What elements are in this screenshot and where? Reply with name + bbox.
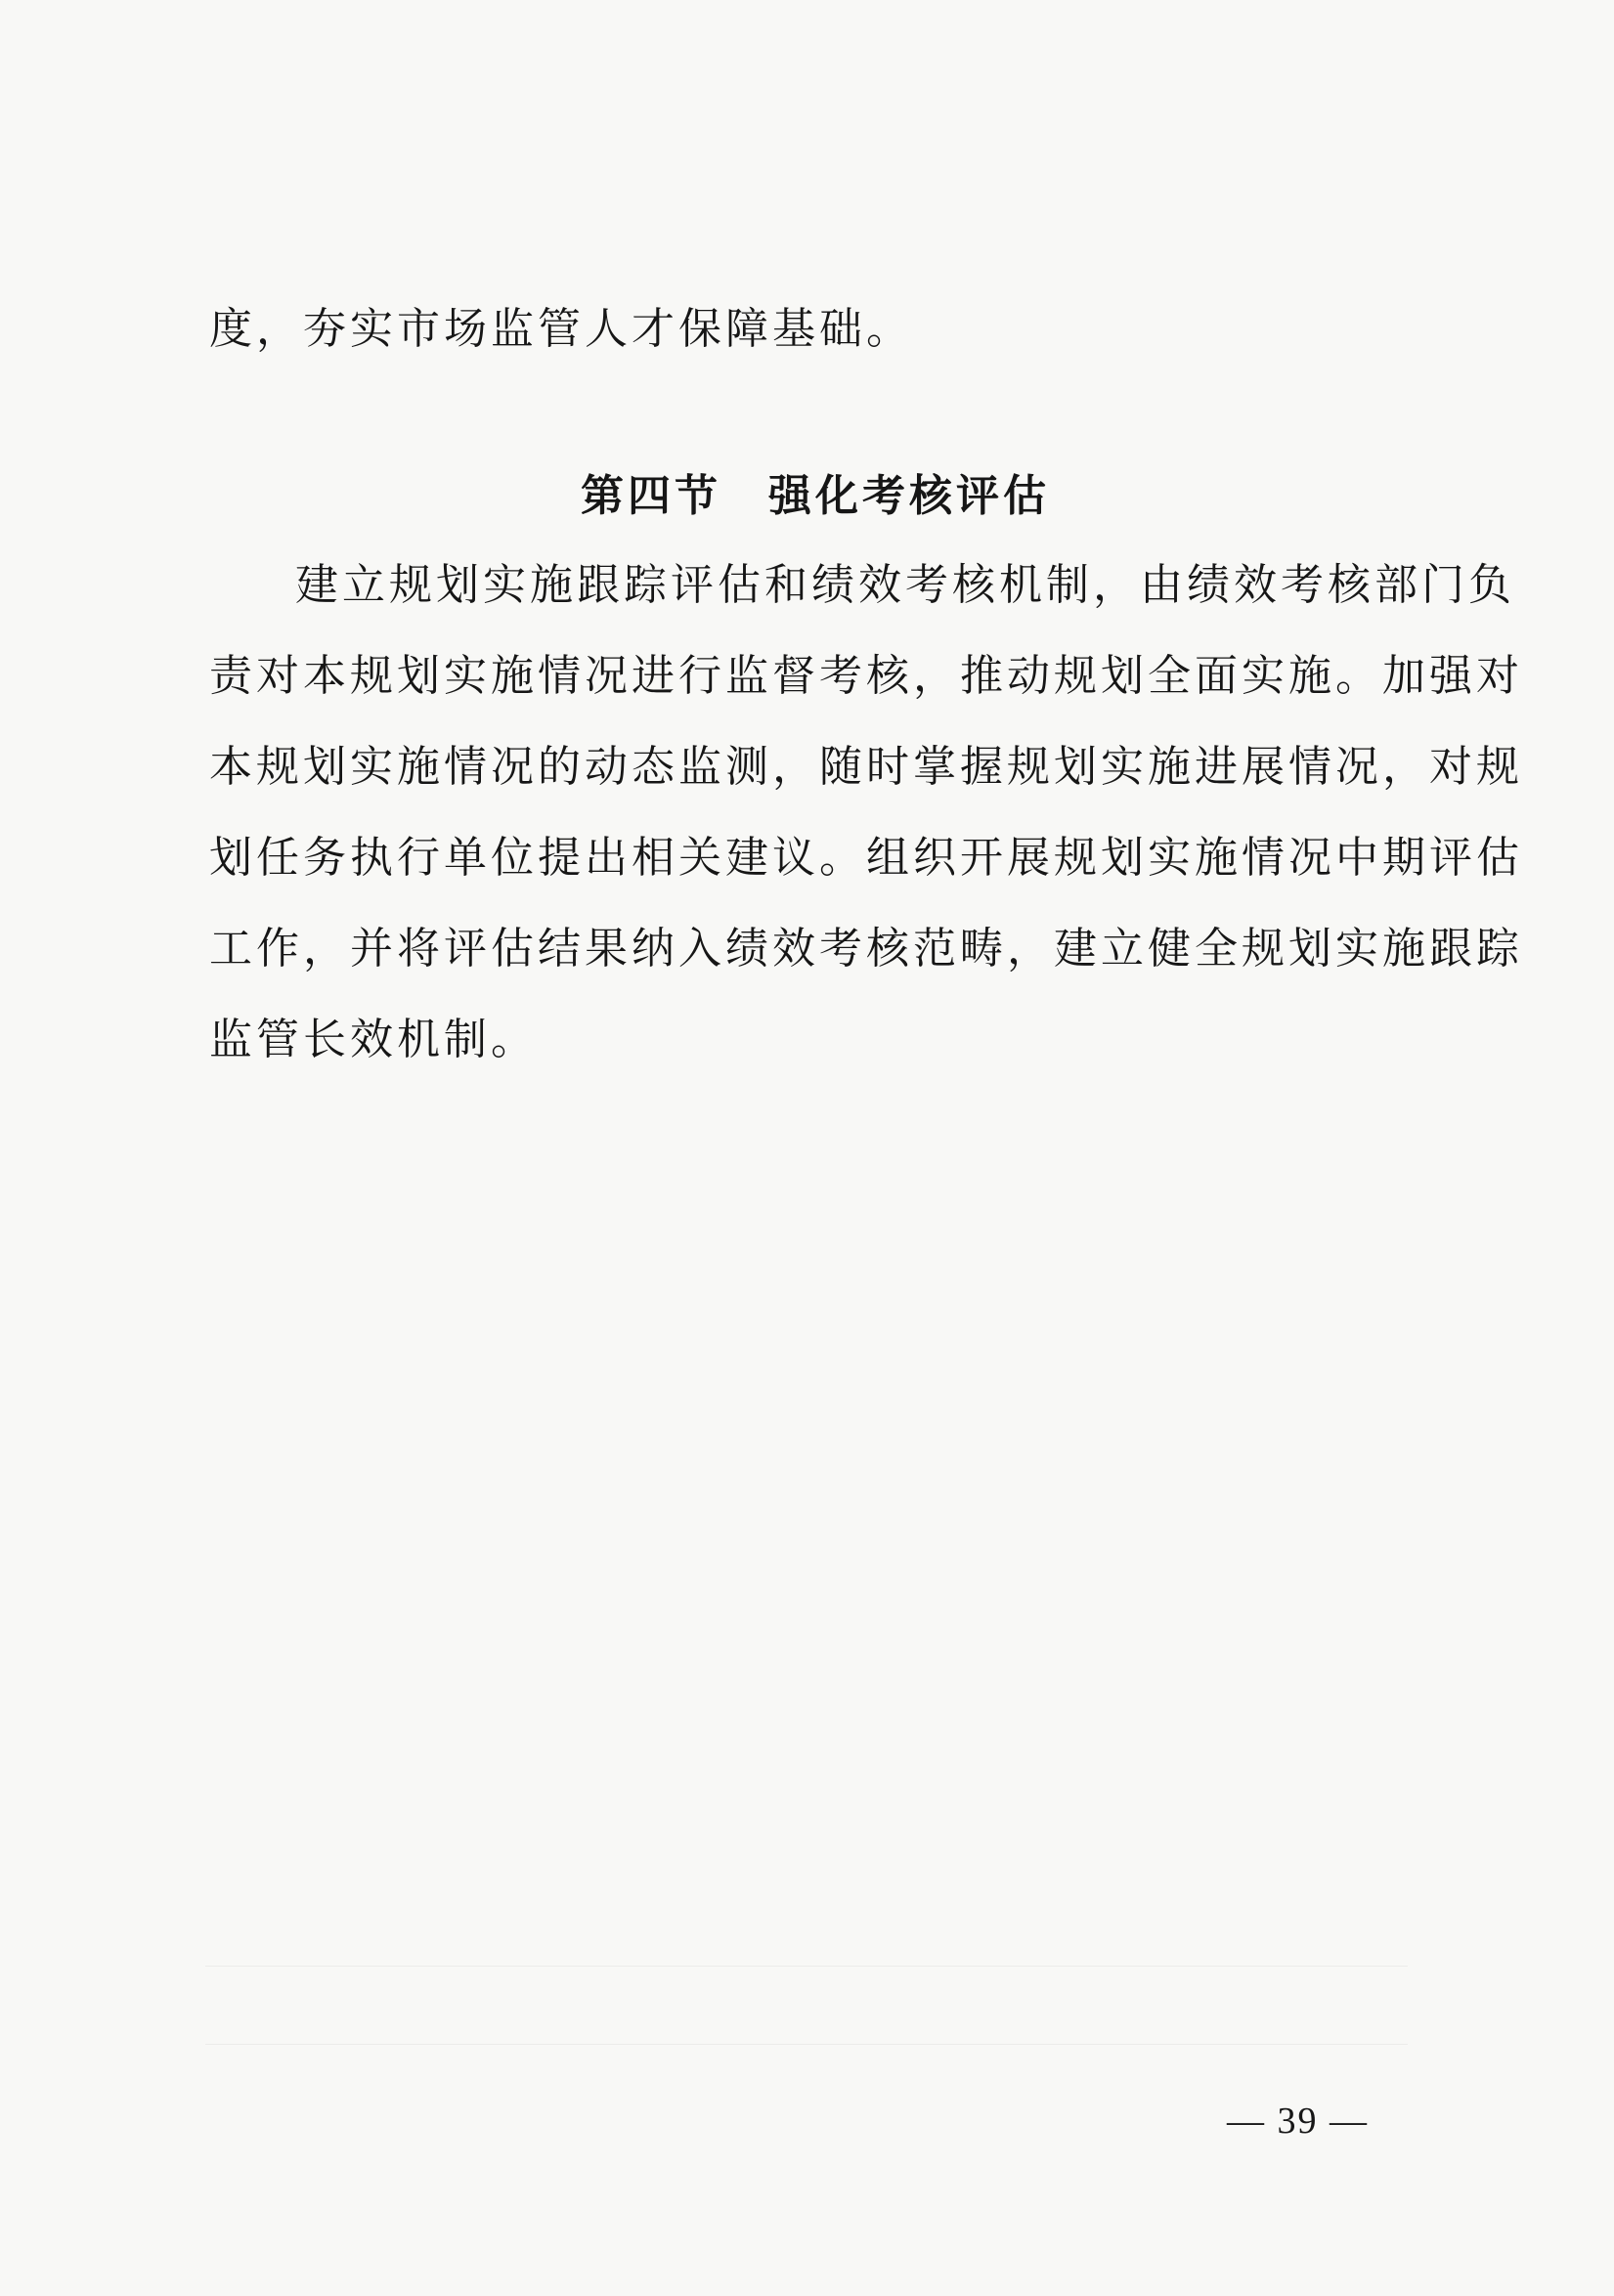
paragraph-line: 工作，并将评估结果纳入绩效考核范畴，建立健全规划实施跟踪: [209, 924, 1523, 974]
continuation-line: 度，夯实市场监管人才保障基础。: [209, 304, 913, 354]
paragraph-line: 责对本规划实施情况进行监督考核，推动规划全面实施。加强对: [209, 651, 1523, 701]
body-paragraph: [209, 540, 1523, 1085]
faint-divider-bottom: [205, 2044, 1408, 2045]
paragraph-line: 本规划实施情况的动态监测，随时掌握规划实施进展情况，对规: [209, 742, 1523, 792]
paragraph-line: 建立规划实施跟踪评估和绩效考核机制，由绩效考核部门负: [295, 560, 1515, 610]
paragraph-line: 划任务执行单位提出相关建议。组织开展规划实施情况中期评估: [209, 833, 1523, 883]
section-heading: 第四节 强化考核评估: [581, 471, 1050, 521]
page-number: — 39 —: [1227, 2101, 1369, 2142]
paragraph-line: 监管长效机制。: [209, 1015, 538, 1064]
faint-divider-top: [205, 1966, 1408, 1967]
continuation-text: [209, 283, 1421, 374]
